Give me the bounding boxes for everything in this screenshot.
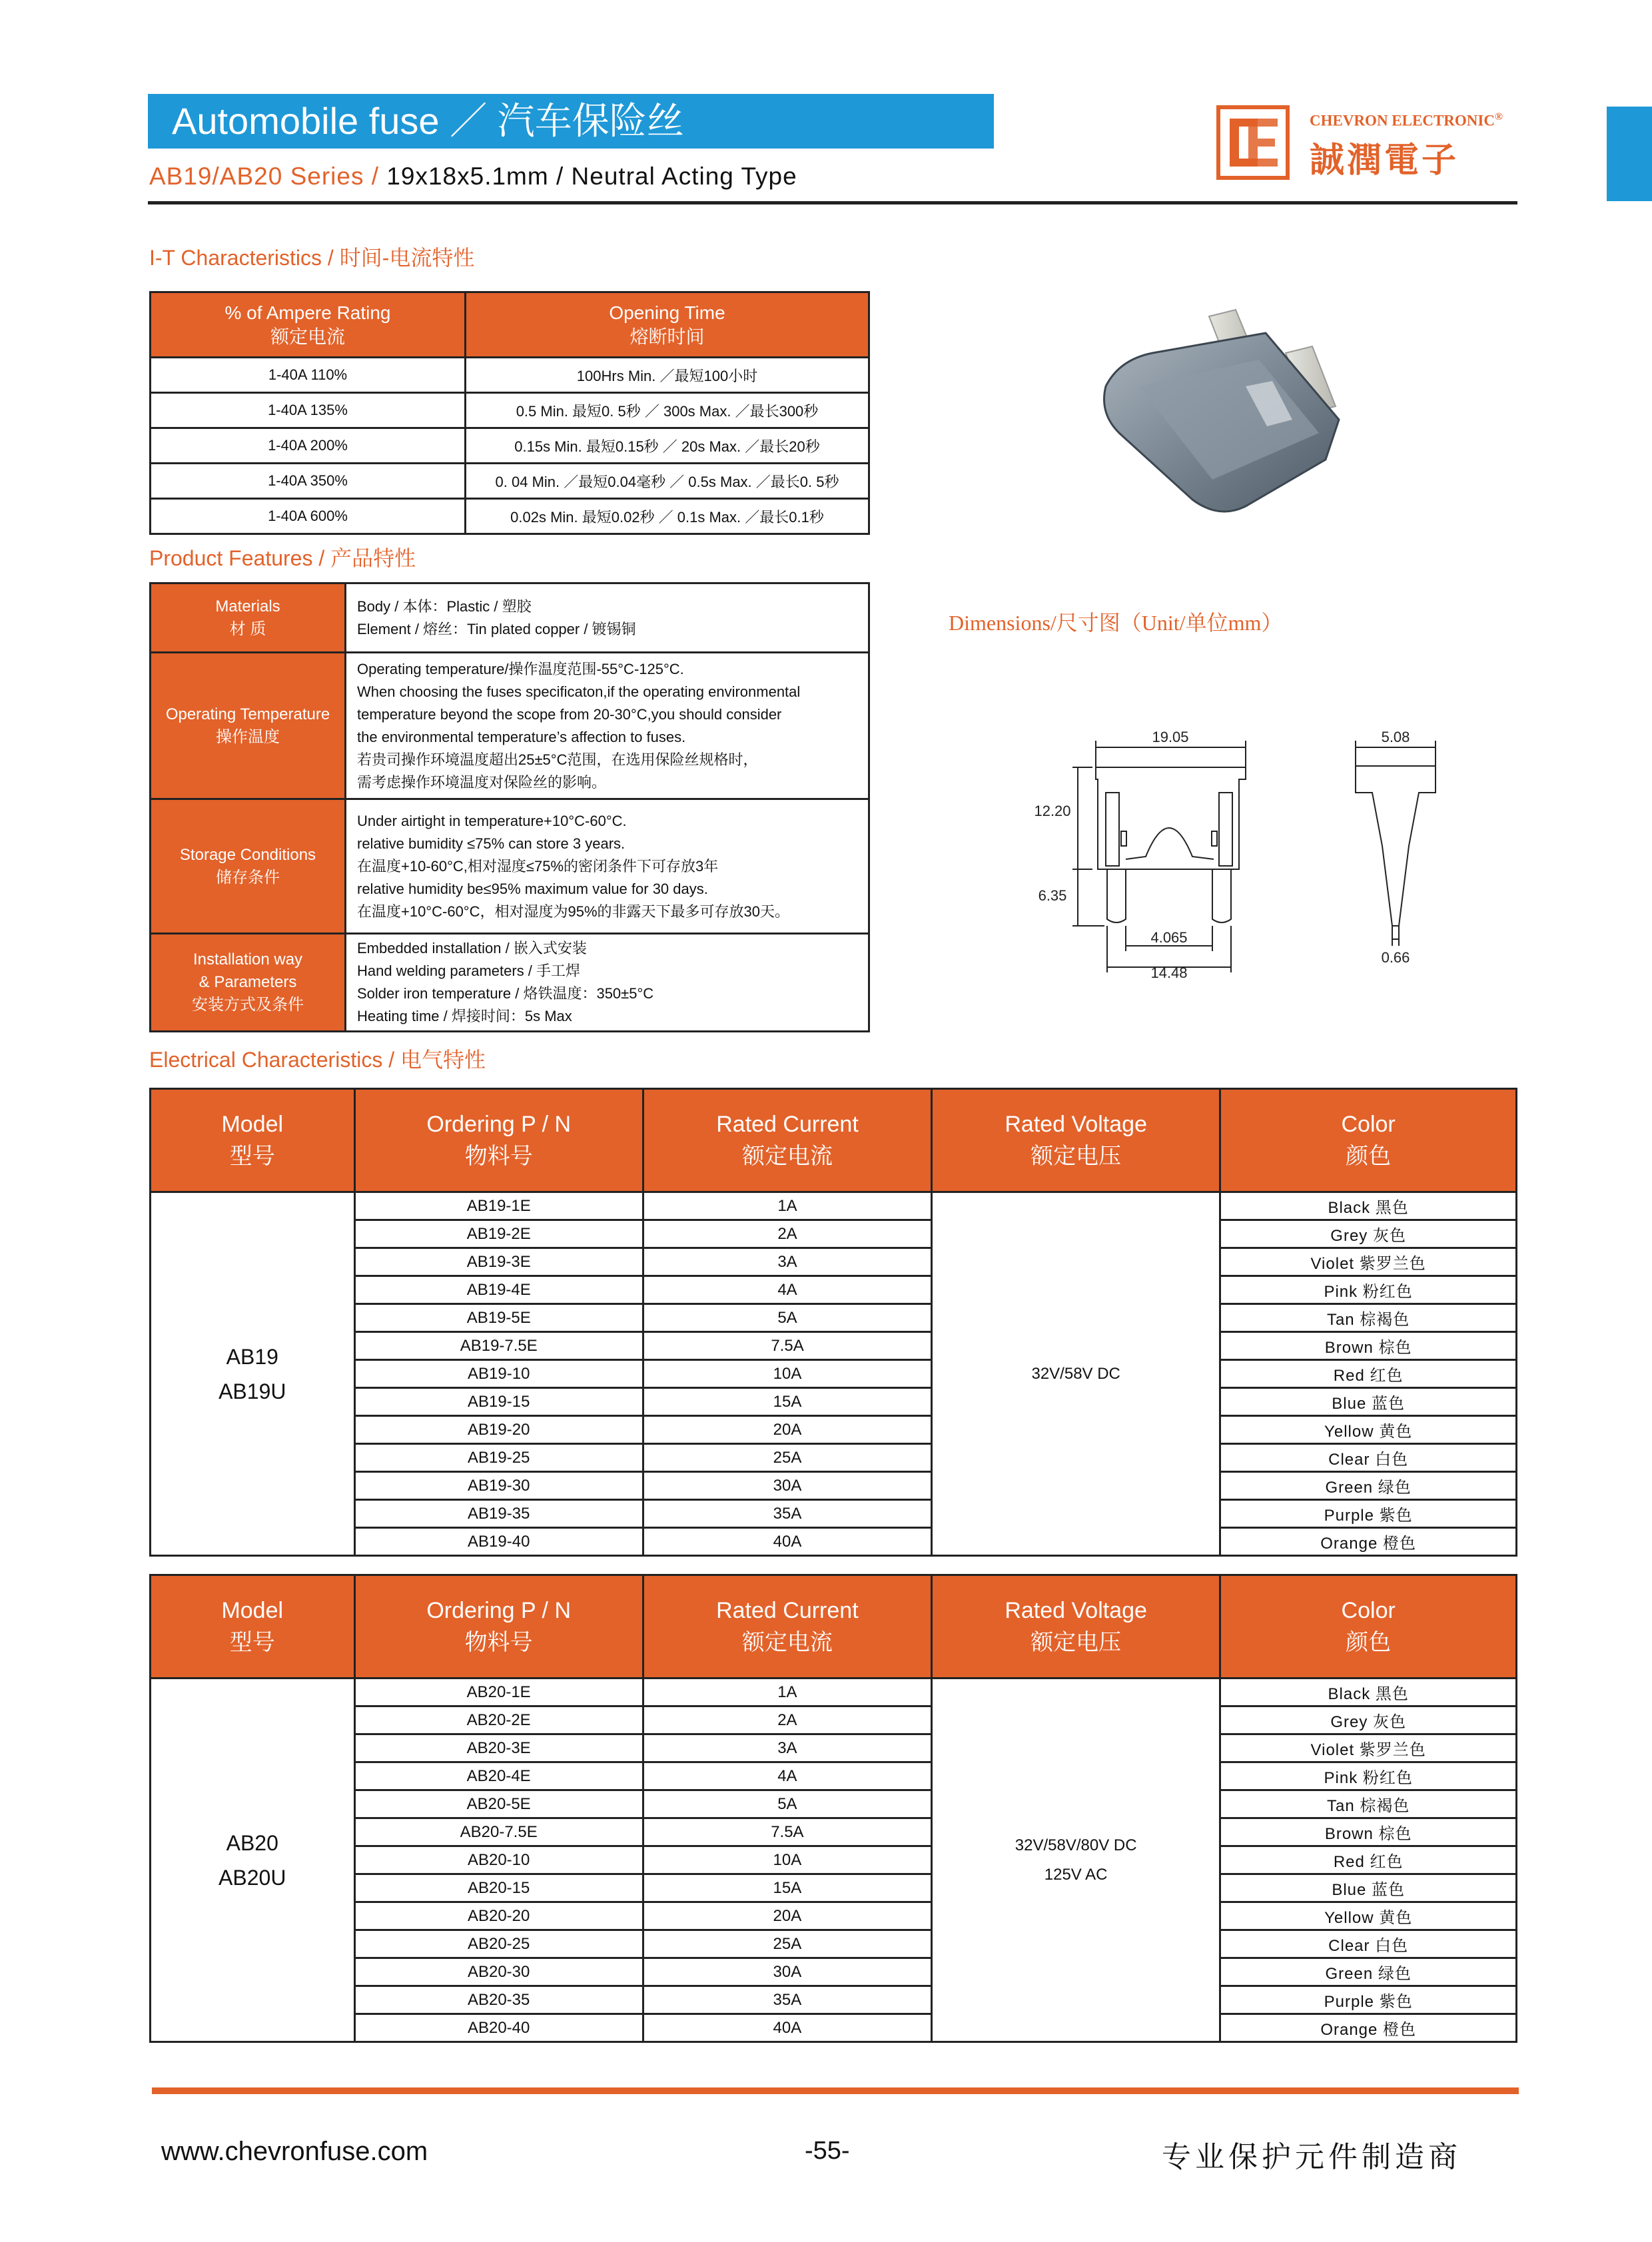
feature-description	[346, 653, 869, 799]
rated-current-cell: 35A	[643, 1986, 931, 2014]
part-number-cell: AB20-35	[354, 1986, 643, 2014]
rated-current-cell: 2A	[643, 1706, 931, 1734]
color-cell: Yellow 黄色	[1220, 1902, 1517, 1930]
color-cell: Grey 灰色	[1220, 1706, 1517, 1734]
series-spec: 19x18x5.1mm / Neutral Acting Type	[386, 163, 797, 190]
rated-current-cell: 5A	[643, 1304, 931, 1332]
rated-current-cell: 25A	[643, 1930, 931, 1958]
feature-heading-line: Materials	[215, 597, 280, 615]
it-row	[151, 428, 869, 464]
rated-voltage-value: 32V/58V/80V DC	[1015, 1836, 1137, 1854]
part-number-cell: AB19-3E	[354, 1248, 643, 1276]
dim-gap-label: 4.065	[1150, 929, 1188, 946]
it-time-cell: 0.15s Min. 最短0.15秒 ／ 20s Max. ／最长20秒	[466, 428, 869, 464]
color-cell: Black 黑色	[1220, 1192, 1517, 1220]
table-row	[151, 1360, 1517, 1388]
table-row	[151, 1930, 1517, 1958]
part-number-cell: AB20-30	[354, 1958, 643, 1986]
feature-row	[151, 934, 869, 1032]
feature-heading-line: 储存条件	[216, 868, 280, 887]
part-number-cell: AB19-1E	[354, 1192, 643, 1220]
it-header-time-cn: 熔断时间	[629, 326, 705, 347]
rated-current-cell: 15A	[643, 1874, 931, 1902]
electrical-table-ab20	[149, 1574, 1517, 2043]
table-row	[151, 1248, 1517, 1276]
feature-row	[151, 583, 869, 653]
table-row	[151, 1818, 1517, 1846]
header-divider	[148, 201, 1517, 204]
electrical-header-cell	[1220, 1089, 1517, 1192]
feature-description-line: Solder iron temperature / 烙铁温度：350±5°C	[357, 985, 654, 1002]
electrical-header-cell	[931, 1575, 1220, 1679]
dim-side-tip-label: 0.66	[1381, 949, 1410, 966]
part-number-cell: AB20-2E	[354, 1706, 643, 1734]
logo-chinese-name: 誠潤電子	[1310, 141, 1459, 180]
electrical-header-text: Rated Current	[716, 1598, 859, 1623]
logo-english-name	[1310, 111, 1503, 130]
color-cell: Orange 橙色	[1220, 2014, 1517, 2042]
feature-description-line: Heating time / 焊接时间：5s Max	[357, 1008, 572, 1024]
electrical-header-text: 额定电流	[741, 1630, 833, 1655]
rated-current-cell: 20A	[643, 1902, 931, 1930]
model-name: AB20	[226, 1830, 278, 1855]
registered-mark: ®	[1494, 111, 1503, 123]
part-number-cell: AB20-7.5E	[354, 1818, 643, 1846]
color-cell: Purple 紫色	[1220, 1500, 1517, 1528]
part-number-cell: AB19-40	[354, 1528, 643, 1556]
feature-description-line: temperature beyond the scope from 20-30°C,you should consider	[357, 705, 782, 723]
rated-current-cell: 1A	[643, 1192, 931, 1220]
color-cell: Clear 白色	[1220, 1930, 1517, 1958]
electrical-header-row	[151, 1089, 1517, 1192]
electrical-header-text: 型号	[229, 1144, 275, 1169]
model-name: AB19U	[218, 1379, 286, 1403]
it-row	[151, 464, 869, 499]
color-cell: Clear 白色	[1220, 1444, 1517, 1472]
electrical-header-cell	[151, 1575, 355, 1679]
table-row	[151, 1790, 1517, 1818]
rated-current-cell: 4A	[643, 1276, 931, 1304]
feature-heading	[151, 583, 346, 653]
table-row	[151, 1762, 1517, 1790]
electrical-header-text: 颜色	[1346, 1144, 1392, 1169]
part-number-cell: AB19-10	[354, 1360, 643, 1388]
table-row	[151, 1276, 1517, 1304]
feature-description	[346, 583, 869, 653]
fuse-photo-image	[1092, 306, 1359, 526]
it-row	[151, 499, 869, 534]
part-number-cell: AB19-30	[354, 1472, 643, 1500]
rated-current-cell: 40A	[643, 1528, 931, 1556]
electrical-header-text: Color	[1341, 1112, 1396, 1137]
electrical-header-text: 颜色	[1346, 1630, 1392, 1655]
table-row	[151, 1416, 1517, 1444]
page-title: Automobile fuse ／ 汽车保险丝	[172, 100, 684, 142]
it-time-cell: 0.02s Min. 最短0.02秒 ／ 0.1s Max. ／最长0.1秒	[466, 499, 869, 534]
rated-current-cell: 30A	[643, 1472, 931, 1500]
it-time-cell: 0. 04 Min. ／最短0.04毫秒 ／ 0.5s Max. ／最长0. 5秒	[466, 464, 869, 499]
it-header-rating-cn: 额定电流	[270, 326, 345, 347]
color-cell: Red 红色	[1220, 1360, 1517, 1388]
feature-heading-line: Installation way	[193, 950, 303, 968]
it-header-rating	[151, 292, 466, 358]
color-cell: Tan 棕褐色	[1220, 1304, 1517, 1332]
electrical-header-text: 额定电压	[1031, 1630, 1122, 1655]
electrical-header-text: Rated Current	[716, 1112, 859, 1137]
part-number-cell: AB20-20	[354, 1902, 643, 1930]
color-cell: Orange 橙色	[1220, 1528, 1517, 1556]
electrical-header-text: 型号	[229, 1630, 275, 1655]
rated-current-cell: 2A	[643, 1220, 931, 1248]
dim-blade-label: 6.35	[1038, 887, 1067, 904]
rated-voltage-value: 125V AC	[1044, 1865, 1108, 1884]
table-row	[151, 1706, 1517, 1734]
table-row	[151, 1958, 1517, 1986]
feature-description-line: Embedded installation / 嵌入式安装	[357, 940, 587, 956]
electrical-header-text: Ordering P / N	[426, 1112, 572, 1137]
color-cell: Tan 棕褐色	[1220, 1790, 1517, 1818]
rated-current-cell: 20A	[643, 1416, 931, 1444]
it-time-cell: 100Hrs Min. ／最短100小时	[466, 358, 869, 393]
part-number-cell: AB19-15	[354, 1388, 643, 1416]
it-rating-cell: 1-40A 600%	[151, 499, 466, 534]
rated-current-cell: 15A	[643, 1388, 931, 1416]
feature-description-line: Hand welding parameters / 手工焊	[357, 962, 581, 979]
feature-description-line: 在温度+10-60°C,相对湿度≤75%的密闭条件下可存放3年	[357, 857, 719, 875]
color-cell: Red 红色	[1220, 1846, 1517, 1874]
part-number-cell: AB19-7.5E	[354, 1332, 643, 1360]
part-number-cell: AB20-1E	[354, 1679, 643, 1706]
feature-description-line: 需考虑操作环境温度对保险丝的影响。	[357, 773, 607, 791]
part-number-cell: AB20-10	[354, 1846, 643, 1874]
feature-description-line: relative humidity be≤95% maximum value for 30 days.	[357, 880, 708, 897]
feature-heading	[151, 653, 346, 799]
table-row	[151, 1528, 1517, 1556]
electrical-header-cell	[932, 1089, 1220, 1192]
color-cell: Green 绿色	[1220, 1958, 1517, 1986]
table-row	[151, 1846, 1517, 1874]
color-cell: Green 绿色	[1220, 1472, 1517, 1500]
feature-description-line: Under airtight in temperature+10°C-60°C.	[357, 812, 627, 829]
electrical-header-text: Rated Voltage	[1005, 1112, 1147, 1137]
feature-description-line: Element / 熔丝：Tin plated copper / 镀锡铜	[357, 620, 636, 637]
footer-website: www.chevronfuse.com	[161, 2137, 428, 2166]
feature-description-line: relative bumidity ≤75% can store 3 years.	[357, 835, 625, 852]
page-number: -55-	[805, 2137, 850, 2165]
part-number-cell: AB19-20	[354, 1416, 643, 1444]
it-row	[151, 393, 869, 428]
color-cell: Pink 粉红色	[1220, 1276, 1517, 1304]
it-row	[151, 358, 869, 393]
table-row	[151, 1679, 1517, 1706]
part-number-cell: AB19-25	[354, 1444, 643, 1472]
rated-current-cell: 3A	[643, 1248, 931, 1276]
it-rating-cell: 1-40A 110%	[151, 358, 466, 393]
part-number-cell: AB19-5E	[354, 1304, 643, 1332]
footer-slogan: 专业保护元件制造商	[1162, 2141, 1461, 2173]
features-section-title: Product Features / 产品特性	[149, 546, 416, 570]
color-cell: Black 黑色	[1220, 1679, 1517, 1706]
electrical-header-cell	[354, 1575, 643, 1679]
table-row	[151, 1986, 1517, 2014]
color-cell: Pink 粉红色	[1220, 1762, 1517, 1790]
feature-heading-line: 操作温度	[216, 727, 280, 746]
color-cell: Blue 蓝色	[1220, 1388, 1517, 1416]
part-number-cell: AB20-25	[354, 1930, 643, 1958]
electrical-header-cell	[354, 1089, 643, 1192]
color-cell: Yellow 黄色	[1220, 1416, 1517, 1444]
table-row	[151, 1472, 1517, 1500]
table-row	[151, 1304, 1517, 1332]
color-cell: Brown 棕色	[1220, 1332, 1517, 1360]
dim-width-label: 19.05	[1152, 729, 1189, 745]
feature-heading	[151, 799, 346, 934]
table-row	[151, 1444, 1517, 1472]
feature-heading-line: Storage Conditions	[179, 845, 316, 864]
electrical-header-cell	[643, 1089, 931, 1192]
electrical-table-ab19	[149, 1088, 1517, 1557]
color-cell: Violet 紫罗兰色	[1220, 1248, 1517, 1276]
electrical-header-text: Ordering P / N	[426, 1598, 571, 1623]
part-number-cell: AB20-5E	[354, 1790, 643, 1818]
side-tab	[1607, 107, 1652, 201]
part-number-cell: AB19-35	[354, 1500, 643, 1528]
feature-heading	[151, 934, 346, 1032]
rated-current-cell: 7.5A	[643, 1818, 931, 1846]
rated-current-cell: 4A	[643, 1762, 931, 1790]
electrical-header-text: Rated Voltage	[1005, 1598, 1147, 1623]
rated-current-cell: 1A	[643, 1679, 931, 1706]
part-number-cell: AB19-2E	[354, 1220, 643, 1248]
feature-description	[346, 934, 869, 1032]
rated-current-cell: 7.5A	[643, 1332, 931, 1360]
feature-description	[346, 799, 869, 934]
electrical-header-text: 额定电流	[742, 1144, 833, 1169]
it-section-title: I-T Characteristics / 时间-电流特性	[149, 246, 475, 270]
part-number-cell: AB20-15	[354, 1874, 643, 1902]
feature-row	[151, 653, 869, 799]
table-row	[151, 1902, 1517, 1930]
table-row	[151, 1500, 1517, 1528]
electrical-header-text: Model	[221, 1112, 284, 1137]
feature-description-line: the environmental temperature’s affection to fuses.	[357, 728, 686, 745]
feature-heading-line: 材 质	[229, 619, 266, 638]
rated-current-cell: 30A	[643, 1958, 931, 1986]
it-time-cell: 0.5 Min. 最短0. 5秒 ／ 300s Max. ／最长300秒	[466, 393, 869, 428]
electrical-header-text: 额定电压	[1031, 1144, 1122, 1169]
rated-current-cell: 40A	[643, 2014, 931, 2042]
electrical-header-text: Color	[1341, 1598, 1396, 1623]
color-cell: Grey 灰色	[1220, 1220, 1517, 1248]
feature-description-line: 若贵司操作环境温度超出25±5°C范围，在选用保险丝规格时，	[357, 751, 758, 768]
feature-description-line: 在温度+10°C-60°C，相对湿度为95%的非露天下最多可存放30天。	[357, 903, 789, 920]
feature-row	[151, 799, 869, 934]
electrical-header-cell	[643, 1575, 931, 1679]
electrical-header-cell	[151, 1089, 355, 1192]
model-cell	[151, 1192, 355, 1556]
part-number-cell: AB19-4E	[354, 1276, 643, 1304]
dimension-drawing	[1026, 726, 1452, 979]
feature-description-line: When choosing the fuses specificaton,if the operating environmental	[357, 683, 801, 700]
electrical-header-text: 物料号	[464, 1144, 533, 1169]
table-row	[151, 1388, 1517, 1416]
electrical-section-title: Electrical Characteristics / 电气特性	[149, 1048, 486, 1072]
rated-current-cell: 5A	[643, 1790, 931, 1818]
series-subtitle	[149, 160, 797, 193]
it-header-time-en: Opening Time	[609, 302, 725, 323]
feature-heading-line: Operating Temperature	[165, 705, 330, 723]
it-header-rating-en: % of Ampere Rating	[224, 302, 391, 323]
electrical-header-text: Model	[221, 1598, 284, 1623]
it-rating-cell: 1-40A 135%	[151, 393, 466, 428]
dimensions-title: Dimensions/尺寸图（Unit/单位mm）	[949, 611, 1283, 635]
color-cell: Blue 蓝色	[1220, 1874, 1517, 1902]
rated-voltage-cell	[931, 1679, 1220, 2042]
model-cell	[151, 1679, 355, 2042]
rated-current-cell: 25A	[643, 1444, 931, 1472]
rated-current-cell: 35A	[643, 1500, 931, 1528]
feature-description-line: Body / 本体：Plastic / 塑胶	[357, 597, 532, 615]
table-row	[151, 1874, 1517, 1902]
it-header-time	[466, 292, 869, 358]
rated-current-cell: 3A	[643, 1734, 931, 1762]
dim-side-width-label: 5.08	[1381, 729, 1410, 745]
table-row	[151, 1734, 1517, 1762]
table-row	[151, 2014, 1517, 2042]
feature-heading-line: 安装方式及条件	[192, 996, 304, 1014]
company-logo-icon	[1216, 105, 1290, 180]
series-name: AB19/AB20 Series /	[149, 163, 387, 190]
it-rating-cell: 1-40A 200%	[151, 428, 466, 464]
dim-height-label: 12.20	[1034, 803, 1071, 819]
color-cell: Violet 紫罗兰色	[1220, 1734, 1517, 1762]
product-features-table	[149, 582, 870, 1032]
electrical-header-cell	[1220, 1575, 1517, 1679]
color-cell: Purple 紫色	[1220, 1986, 1517, 2014]
logo-en-text: CHEVRON ELECTRONIC	[1310, 112, 1495, 129]
part-number-cell: AB20-4E	[354, 1762, 643, 1790]
feature-heading-line: & Parameters	[199, 973, 297, 991]
model-name: AB20U	[218, 1865, 286, 1890]
table-row	[151, 1192, 1517, 1220]
feature-description-line: Operating temperature/操作温度范围-55°C-125°C.	[357, 660, 684, 677]
table-row	[151, 1220, 1517, 1248]
table-row	[151, 1332, 1517, 1360]
rated-voltage-value: 32V/58V DC	[1031, 1364, 1120, 1383]
electrical-header-text: 物料号	[464, 1630, 533, 1655]
electrical-header-row	[151, 1575, 1517, 1679]
it-characteristics-table	[149, 291, 870, 535]
it-rating-cell: 1-40A 350%	[151, 464, 466, 499]
color-cell: Brown 棕色	[1220, 1818, 1517, 1846]
footer-divider	[152, 2087, 1519, 2094]
rated-current-cell: 10A	[643, 1360, 931, 1388]
part-number-cell: AB20-40	[354, 2014, 643, 2042]
part-number-cell: AB20-3E	[354, 1734, 643, 1762]
model-name: AB19	[226, 1344, 278, 1369]
rated-voltage-cell	[932, 1192, 1220, 1556]
dim-span-label: 14.48	[1150, 964, 1188, 979]
rated-current-cell: 10A	[643, 1846, 931, 1874]
